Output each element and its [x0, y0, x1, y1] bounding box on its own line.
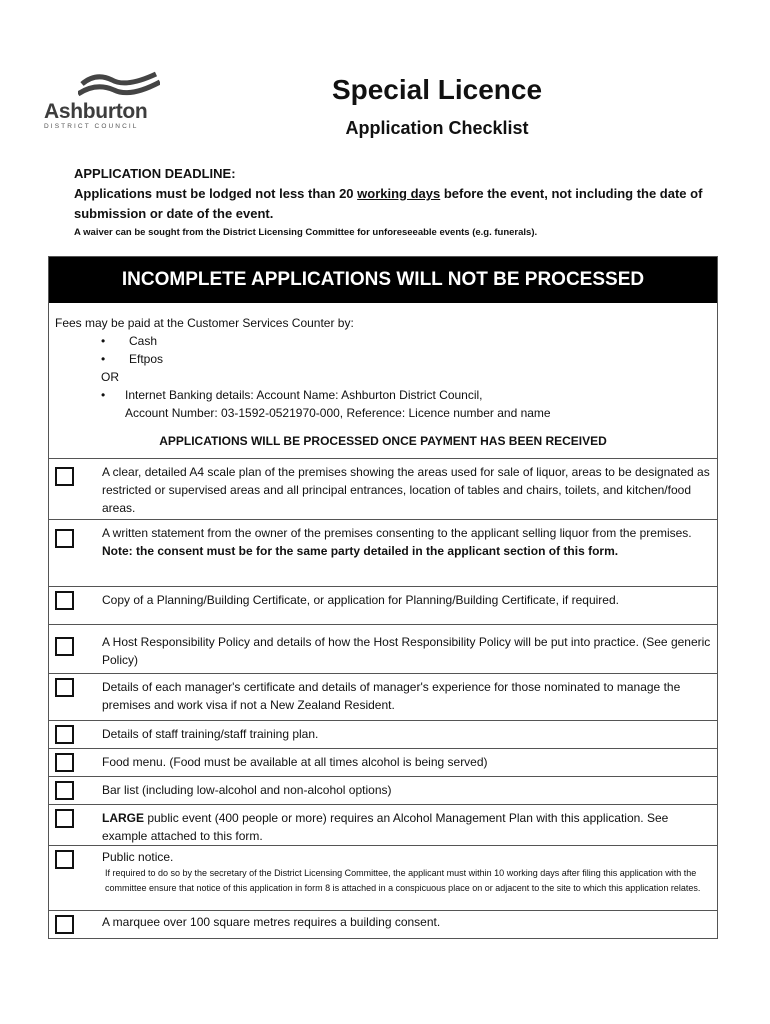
page-title: Special Licence: [331, 74, 543, 105]
checkbox[interactable]: [55, 637, 74, 656]
checkbox[interactable]: [55, 725, 74, 744]
item-text: A clear, detailed A4 scale plan of the premises showing the areas used for sale of liquor, areas to be designated as restricted or supervised areas and all principal entrances, location of tables and chairs, toilets, and kitchen/food areas.: [102, 465, 710, 515]
logo-subtitle: DISTRICT COUNCIL: [44, 123, 139, 130]
deadline-text-end: before the event, not including the date of submission or date of the event.: [74, 186, 703, 221]
payment-note: APPLICATIONS WILL BE PROCESSED ONCE PAYMENT HAS BEEN RECEIVED: [159, 434, 607, 448]
checkbox[interactable]: [55, 591, 74, 610]
public-notice-detail: If required to do so by the secretary of the District Licensing Committee, the applicant must within 10 working days after filing this application with the committee ensure that notice of this application in form 8 is attached in a conspicuous place on or adjacent to the site to which this application relates.: [105, 868, 701, 893]
waiver-note: A waiver can be sought from the District Licensing Committee for unforeseeable events (e.g. funerals).: [74, 227, 538, 238]
checklist-row-site-plan: [49, 458, 717, 519]
consent-note: Note: the consent must be for the same party detailed in the applicant section of this form.: [102, 544, 619, 558]
payment-method-cash: • Cash: [101, 334, 158, 348]
checkbox[interactable]: [55, 678, 74, 697]
item-text: A written statement from the owner of the premises consenting to the applicant selling liquor from the premises.: [102, 526, 692, 540]
fees-intro: Fees may be paid at the Customer Services Counter by:: [55, 316, 354, 330]
checklist-row-manager-certificate: [49, 673, 717, 720]
working-days-underlined: working days: [357, 186, 441, 201]
checklist-row-bar-list: [49, 776, 717, 804]
bullet: •: [101, 352, 106, 366]
deadline-text-start: Applications must be lodged not less than 20: [74, 186, 358, 201]
checkbox[interactable]: [55, 850, 74, 869]
checklist-row-marquee: [49, 910, 717, 938]
deadline-heading: APPLICATION DEADLINE:: [74, 166, 236, 181]
internet-banking-line2: Account Number: 03-1592-0521970-000, Reference: Licence number and name: [125, 406, 551, 420]
checklist-row-food-menu: [49, 748, 717, 776]
internet-banking-line1: • Internet Banking details: Account Name: Ashburton District Council,: [101, 388, 483, 402]
checklist-row-large-event: [49, 804, 717, 845]
checklist-row-owner-consent: [49, 519, 717, 586]
checkbox[interactable]: [55, 915, 74, 934]
payment-method-eftpos: • Eftpos: [101, 352, 164, 366]
fees-section: [49, 303, 717, 458]
page-subtitle: Application Checklist: [345, 118, 529, 138]
checklist-row-host-responsibility: [49, 624, 717, 673]
item-text: Public notice.: [102, 850, 174, 864]
checklist-row-staff-training: [49, 720, 717, 748]
bullet: •: [101, 388, 106, 402]
item-text: Food menu. (Food must be available at all times alcohol is being served): [102, 755, 488, 769]
large-label: LARGE: [102, 811, 144, 825]
bullet: •: [101, 334, 106, 348]
checkbox[interactable]: [55, 753, 74, 772]
item-text: Details of staff training/staff training plan.: [102, 727, 319, 741]
item-text: Bar list (including low-alcohol and non-alcohol options): [102, 783, 392, 797]
checkbox[interactable]: [55, 467, 74, 486]
checklist-row-planning-certificate: [49, 586, 717, 624]
item-text: Copy of a Planning/Building Certificate, or application for Planning/Building Certificate, if required.: [102, 593, 619, 607]
checklist-box: [48, 256, 718, 939]
checklist-row-public-notice: [49, 845, 717, 910]
incomplete-banner: INCOMPLETE APPLICATIONS WILL NOT BE PROCESSED: [49, 257, 717, 303]
item-text: Details of each manager's certificate and details of manager's experience for those nominated to manage the premises and work visa if not a New Zealand Resident.: [102, 680, 681, 712]
checkbox[interactable]: [55, 809, 74, 828]
fees-or: OR: [101, 370, 119, 384]
item-text: A marquee over 100 square metres requires a building consent.: [102, 915, 441, 929]
deadline-text: [74, 184, 714, 224]
logo-name: Ashburton: [44, 100, 148, 123]
checkbox[interactable]: [55, 781, 74, 800]
deadline-section: [74, 164, 714, 242]
item-text: LARGE public event (400 people or more) requires an Alcohol Management Plan with this application. See example attached to this form.: [102, 811, 669, 843]
checkbox[interactable]: [55, 529, 74, 548]
item-text: A Host Responsibility Policy and details of how the Host Responsibility Policy will be put into practice. (See generic Policy): [102, 635, 711, 667]
